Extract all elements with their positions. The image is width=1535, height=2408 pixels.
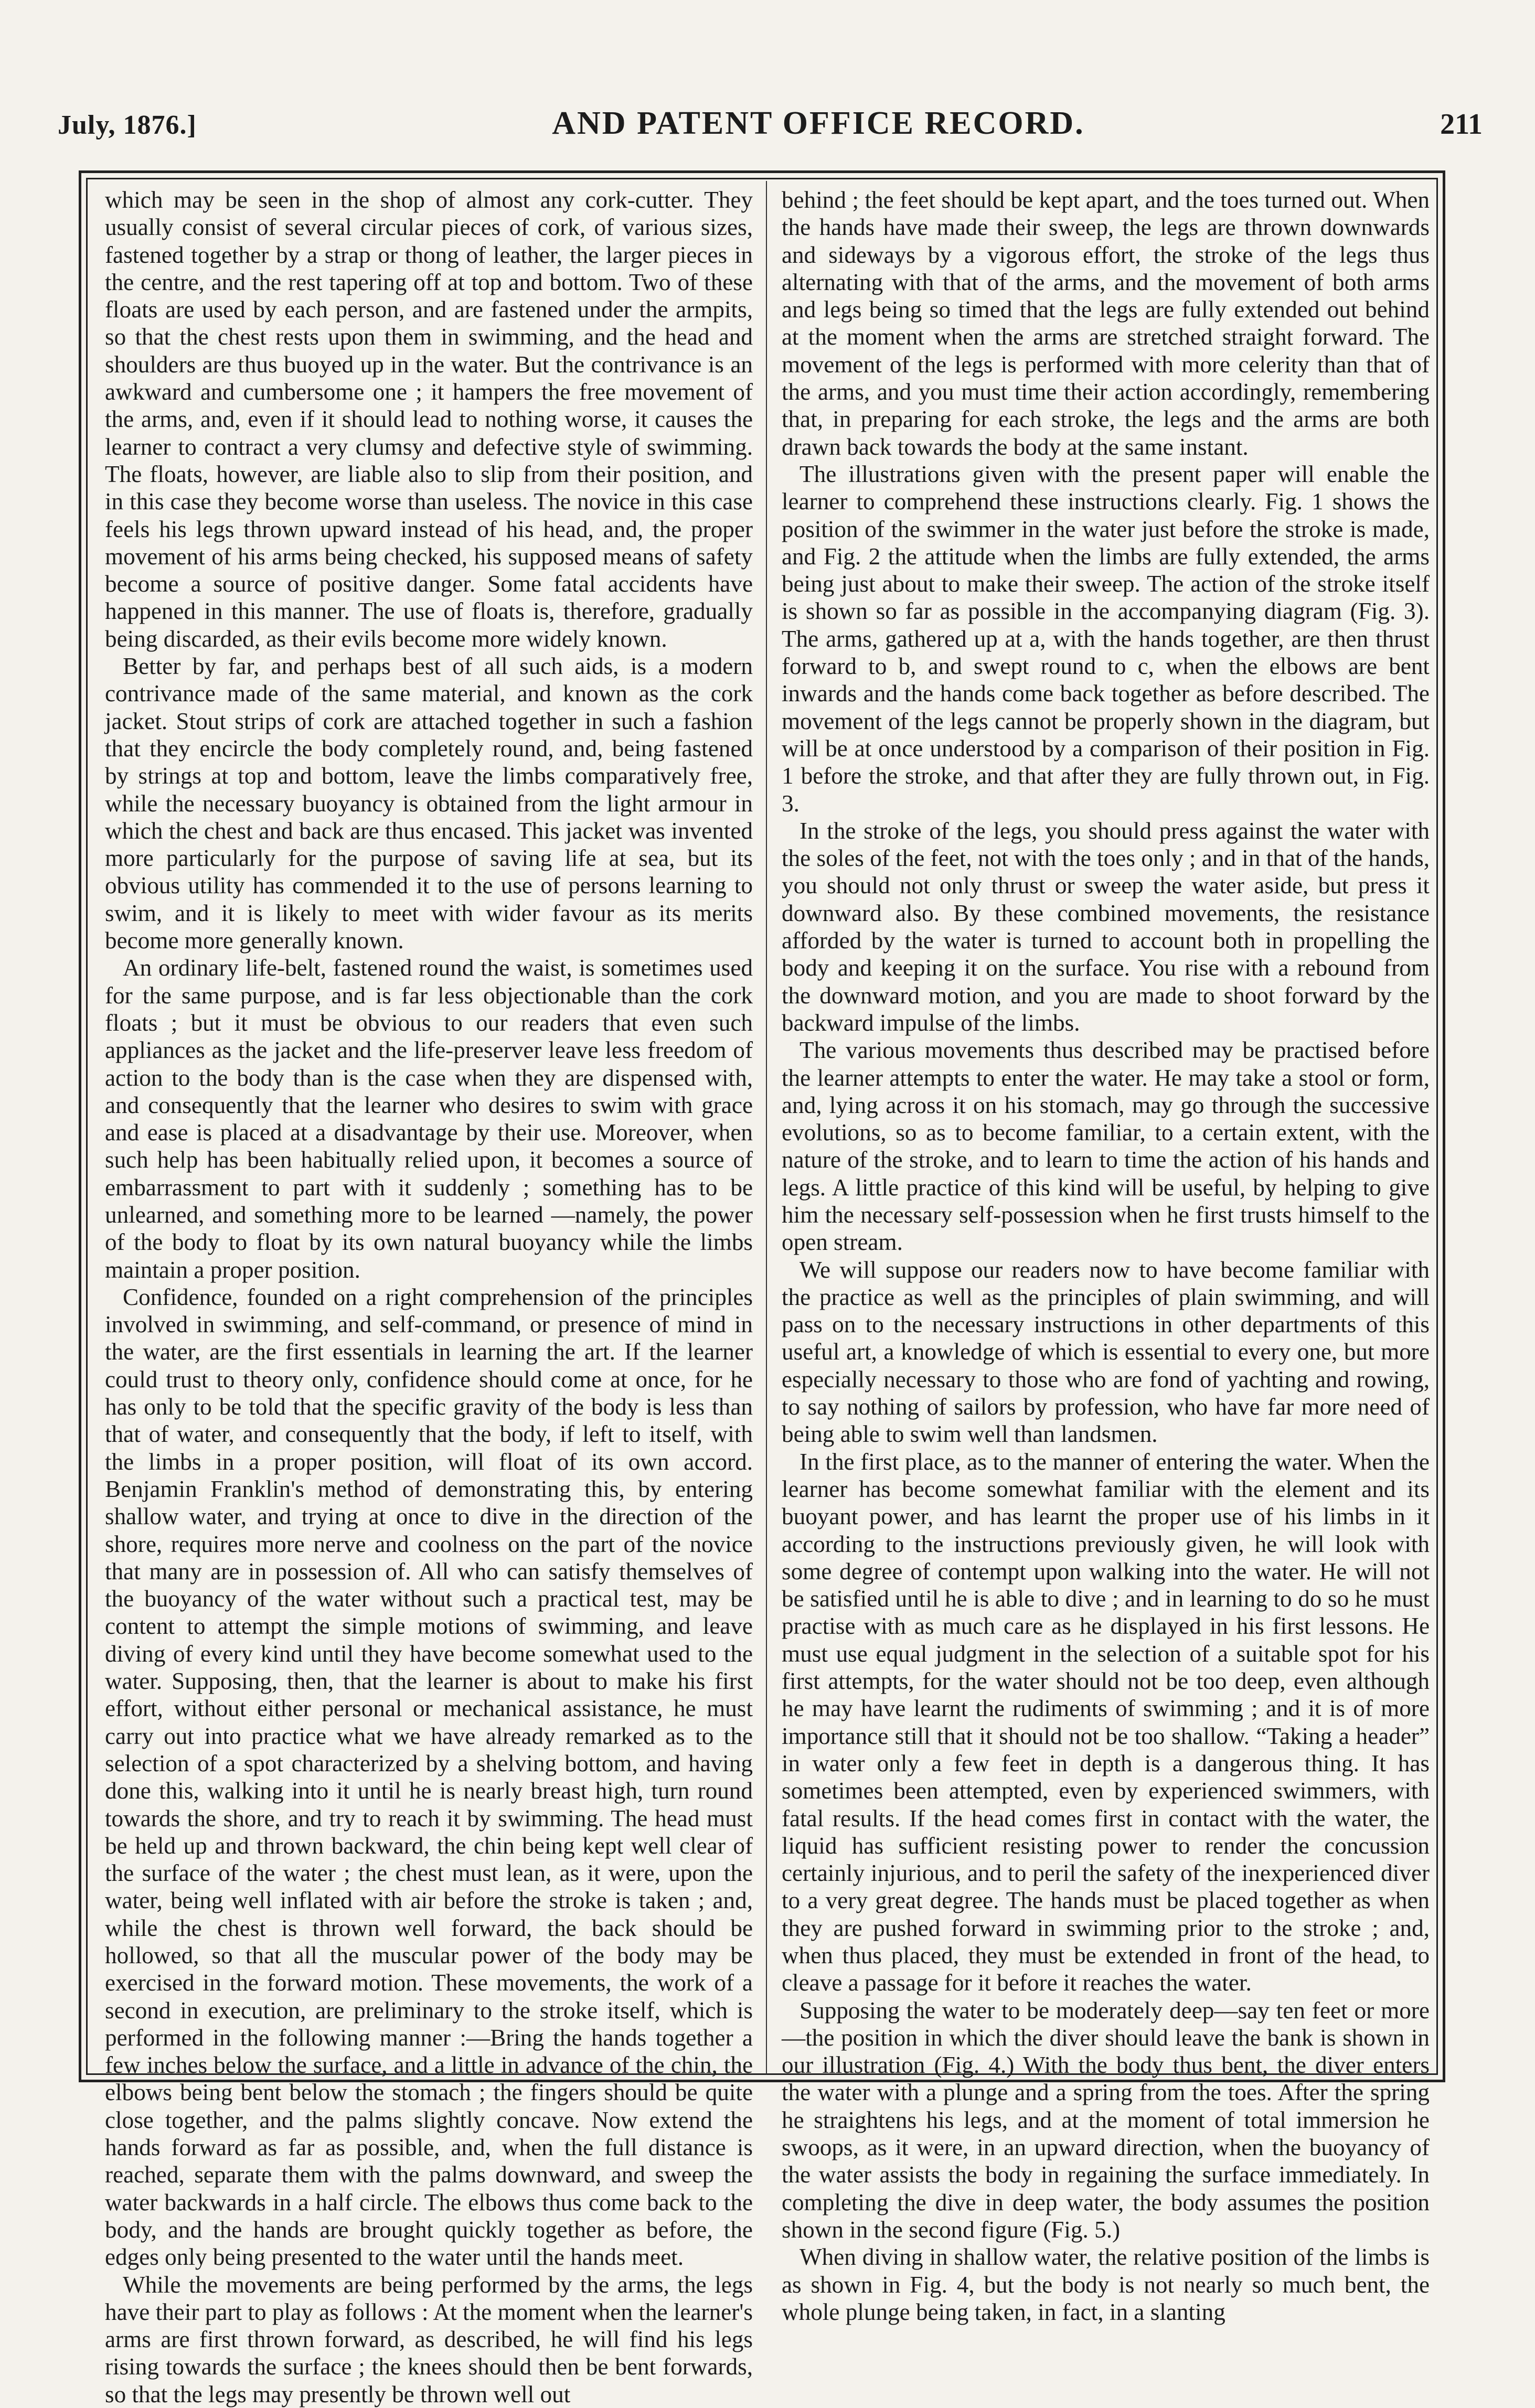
header-title: AND PATENT OFFICE RECORD. — [552, 105, 1085, 141]
paragraph: Supposing the water to be moderately deep—say ten feet or more—the position in which the diver should leave the bank is shown in our illustration (Fig. 4.) With the body thus bent, the diver enters the water with a plunge and a spring from the toes. After the spring he straightens his legs, and at the moment of total immersion he swoops, as it were, in an upward direction, when the buoyancy of the water assists the body in regaining the surface immediately. In completing the dive in deep water, the body assumes the position shown in the second figure (Fig. 5.) — [782, 1997, 1430, 2243]
paragraph: While the movements are being performed by the arms, the legs have their part to play as follows : At the moment when the learner's arms are first thrown forward, as described, he will find his legs rising towards the surface ; the knees should then be bent forwards, so that the legs may presently be thrown well out — [105, 2271, 753, 2407]
paragraph: Better by far, and perhaps best of all such aids, is a modern contrivance made of the same material, and known as the cork jacket. Stout strips of cork are attached together in such a fashion that they encircle the body completely round, and, being fastened by strings at top and bottom, leave the limbs comparatively free, while the necessary buoyancy is obtained from the light armour in which the chest and back are thus encased. This jacket was invented more particularly for the purpose of saving life at sea, but its obvious utility has commended it to the use of persons learning to swim, and it is likely to meet with wider favour as its merits become more generally known. — [105, 653, 753, 954]
paragraph: Confidence, founded on a right comprehension of the principles involved in swimming, and self-command, or presence of mind in the water, are the first essentials in learning the art. If the learner could trust to theory only, confidence should come at once, for he has only to be told that the specific gravity of the body is less than that of water, and consequently that the body, if left to itself, with the limbs in a proper position, will float of its own accord. Benjamin Franklin's method of demonstrating this, by entering shallow water, and trying at once to dive in the direction of the shore, requires more nerve and coolness on the part of the novice that many are in possession of. All who can satisfy themselves of the buoyancy of the water without such a practical test, may be content to attempt the simple motions of swimming, and leave diving of every kind until they have become somewhat used to the water. Supposing, then, that the learner is about to make his first effort, without either personal or mechanical assistance, he must carry out into practice what we have already remarked as to the selection of a spot characterized by a shelving bottom, and having done this, walking into it until he is nearly breast high, turn round towards the shore, and try to reach it by swimming. The head must be held up and thrown backward, the chin being kept well clear of the surface of the water ; the chest must lean, as it were, upon the water, being well inflated with air before the stroke is taken ; and, while the chest is thrown well forward, the back should be hollowed, so that all the muscular power of the body may be exercised in the forward motion. These movements, the work of a second in execution, are preliminary to the stroke itself, which is performed in the following manner :—Bring the hands together a few inches below the surface, and a little in advance of the chin, the elbows being bent below the stomach ; the fingers should be quite close together, and the palms slightly concave. Now extend the hands forward as far as possible, and, when the full distance is reached, separate them with the palms downward, and sweep the water backwards in a half circle. The elbows thus come back to the body, and the hands are brought quickly together as before, the edges only being presented to the water until the hands meet. — [105, 1283, 753, 2271]
paragraph: We will suppose our readers now to have become familiar with the practice as well as the principles of plain swimming, and will pass on to the necessary instructions in other departments of this useful art, a knowledge of which is essential to every one, but more especially necessary to those who are fond of yachting and rowing, to say nothing of sailors by profession, who have far more need of being able to swim well than landsmen. — [782, 1256, 1430, 1448]
running-header — [58, 105, 1483, 152]
column-divider — [766, 181, 767, 2074]
right-column — [782, 186, 1430, 2325]
paragraph: The illustrations given with the present paper will enable the learner to comprehend these instructions clearly. Fig. 1 shows the position of the swimmer in the water just before the stroke is made, and Fig. 2 the attitude when the limbs are fully extended, the arms being just about to make their sweep. The action of the stroke itself is shown so far as possible in the accompanying diagram (Fig. 3). The arms, gathered up at a, with the hands together, are then thrust forward to b, and swept round to c, when the elbows are bent inwards and the hands come back together as before described. The movement of the legs cannot be properly shown in the diagram, but will be at once understood by a comparison of their position in Fig. 1 before the stroke, and that after they are fully thrown out, in Fig. 3. — [782, 461, 1430, 817]
paragraph: In the first place, as to the manner of entering the water. When the learner has become somewhat familiar with the element and its buoyant power, and has learnt the proper use of his limbs in it according to the instructions previously given, he will look with some degree of contempt upon walking into the water. He will not be satisfied until he is able to dive ; and in learning to do so he must practise with as much care as he displayed in his first lessons. He must use equal judgment in the selection of a suitable spot for his first attempts, for the water should not be too deep, even although he may have learnt the rudiments of swimming ; and it is of more importance still that it should not be too shallow. “Taking a header” in water only a few feet in depth is a dangerous thing. It has sometimes been attempted, even by experienced swimmers, with fatal results. If the head comes first in contact with the water, the liquid has sufficient resisting power to render the concussion certainly injurious, and to peril the safety of the inexperienced diver to a very great degree. The hands must be placed together as when they are pushed forward in swimming prior to the stroke ; and, when thus placed, they must be extended in front of the head, to cleave a passage for it before it reaches the water. — [782, 1448, 1430, 1996]
header-date: July, 1876.] — [58, 110, 197, 140]
paragraph: The various movements thus described may be practised before the learner attempts to enter the water. He may take a stool or form, and, lying across it on his stomach, may go through the successive evolutions, so as to become familiar, to a certain extent, with the nature of the stroke, and to learn to time the action of his hands and legs. A little practice of this kind will be useful, by helping to give him the necessary self-possession when he first trusts himself to the open stream. — [782, 1037, 1430, 1256]
left-column — [105, 186, 753, 2407]
paragraph: When diving in shallow water, the relative position of the limbs is as shown in Fig. 4, but the body is not nearly so much bent, the whole plunge being taken, in fact, in a slanting — [782, 2244, 1430, 2325]
paragraph: In the stroke of the legs, you should press against the water with the soles of the feet, not with the toes only ; and in that of the hands, you should not only thrust or sweep the water aside, but press it downward also. By these combined movements, the resistance afforded by the water is turned to account both in propelling the body and keeping it on the surface. You rise with a rebound from the downward motion, and you are made to shoot forward by the backward impulse of the limbs. — [782, 817, 1430, 1036]
paragraph: which may be seen in the shop of almost any cork-cutter. They usually consist of several circular pieces of cork, of various sizes, fastened together by a strap or thong of leather, the larger pieces in the centre, and the rest tapering off at top and bottom. Two of these floats are used by each person, and are fastened under the armpits, so that the chest rests upon them in swimming, and the head and shoulders are thus buoyed up in the water. But the contrivance is an awkward and cumbersome one ; it hampers the free movement of the arms, and, even if it should lead to nothing worse, it causes the learner to contract a very clumsy and defective style of swimming. The floats, however, are liable also to slip from their position, and in this case they become worse than useless. The novice in this case feels his legs thrown upward instead of his head, and, the proper movement of his arms being checked, his supposed means of safety become a source of positive danger. Some fatal accidents have happened in this manner. The use of floats is, therefore, gradually being discarded, as their evils become more widely known. — [105, 187, 753, 652]
paragraph: behind ; the feet should be kept apart, and the toes turned out. When the hands have made their sweep, the legs are thrown downwards and sideways by a vigorous effort, the stroke of the legs thus alternating with that of the arms, and the movement of both arms and legs being so timed that the legs are fully extended out behind at the moment when the arms are stretched straight forward. The movement of the legs is performed with more celerity than that of the arms, and you must time their action accordingly, remembering that, in preparing for each stroke, the legs and the arms are both drawn back towards the body at the same instant. — [782, 187, 1430, 460]
page-number: 211 — [1440, 108, 1483, 141]
paragraph: An ordinary life-belt, fastened round the waist, is sometimes used for the same purpose, and is far less objectionable than the cork floats ; but it must be obvious to our readers that even such appliances as the jacket and the life-preserver leave less freedom of action to the body than is the case when they are dispensed with, and consequently that the learner who desires to swim with grace and ease is placed at a disadvantage by their use. Moreover, when such help has been habitually relied upon, it becomes a source of embarrassment to part with it suddenly ; something has to be unlearned, and something more to be learned —namely, the power of the body to float by its own natural buoyancy while the limbs maintain a proper position. — [105, 955, 753, 1283]
